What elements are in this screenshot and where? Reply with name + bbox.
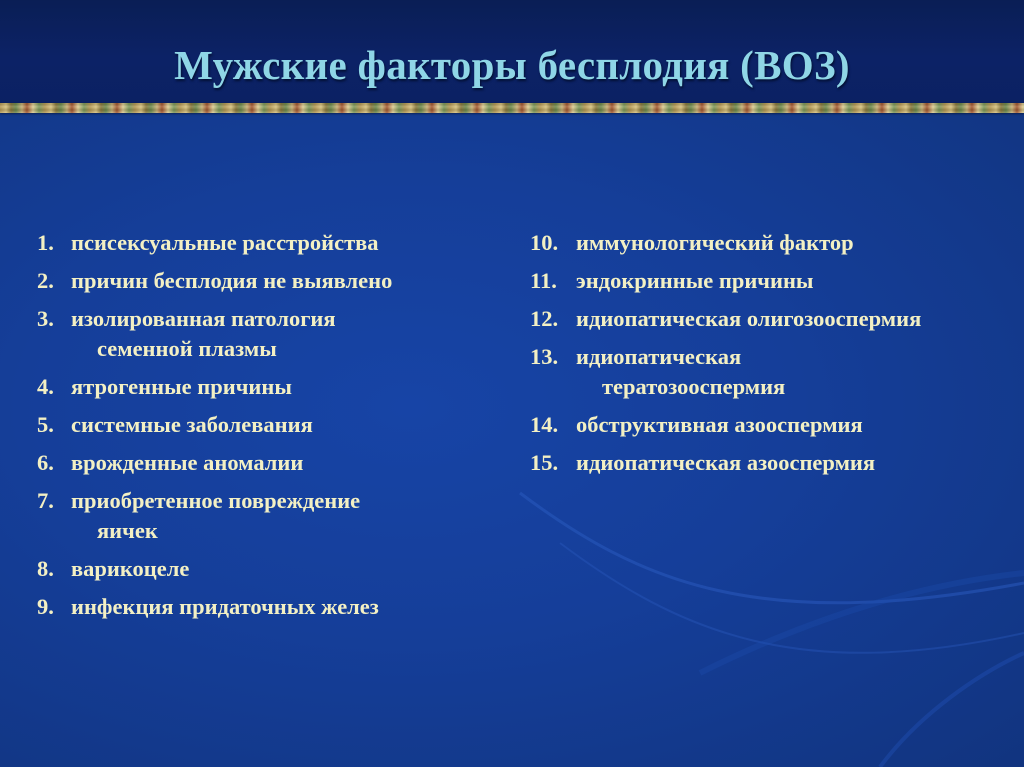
list-item (37, 410, 507, 440)
slide-title: Мужские факторы бесплодия (ВОЗ) (174, 42, 850, 88)
item-number: 13. (530, 344, 559, 369)
factor-list-left (37, 228, 507, 630)
item-text: ятрогенные причины (71, 374, 292, 399)
item-text-group (71, 486, 360, 546)
item-text: идиопатическая олигозооспермия (576, 306, 922, 331)
item-text: системные заболевания (71, 412, 313, 437)
item-number: 15. (530, 450, 559, 475)
list-item (37, 486, 507, 546)
item-text-continuation: семенной плазмы (97, 336, 277, 361)
item-text: причин бесплодия не выявлено (71, 268, 393, 293)
item-number: 6. (37, 450, 54, 475)
item-number: 7. (37, 488, 54, 513)
item-text: варикоцеле (71, 556, 190, 581)
item-text-continuation: тератозооспермия (602, 374, 786, 399)
item-text: обструктивная азооспермия (576, 412, 863, 437)
item-text: иммунологический фактор (576, 230, 854, 255)
list-item (37, 592, 507, 622)
item-number: 8. (37, 556, 54, 581)
list-item (37, 266, 507, 296)
item-text: врожденные аномалии (71, 450, 304, 475)
item-number: 11. (530, 268, 557, 293)
item-text: инфекция придаточных желез (71, 594, 379, 619)
item-number: 10. (530, 230, 559, 255)
list-item (530, 266, 1020, 296)
list-item (37, 448, 507, 478)
item-number: 3. (37, 306, 54, 331)
list-item (530, 410, 1020, 440)
list-item (37, 372, 507, 402)
item-number: 5. (37, 412, 54, 437)
list-item (530, 228, 1020, 258)
item-text: идиопатическая азооспермия (576, 450, 876, 475)
item-number: 1. (37, 230, 54, 255)
slide-header (0, 0, 1024, 104)
item-number: 12. (530, 306, 559, 331)
item-text: эндокринные причины (576, 268, 814, 293)
item-text-continuation: яичек (97, 518, 158, 543)
list-item (37, 554, 507, 584)
item-text: псисексуальные расстройства (71, 230, 379, 255)
item-number: 4. (37, 374, 54, 399)
item-text: изолированная патология (71, 306, 336, 331)
item-text-group (71, 304, 336, 364)
list-item (37, 228, 507, 258)
list-item (530, 448, 1020, 478)
decorative-strip (0, 103, 1024, 113)
item-text-group (576, 342, 785, 402)
item-number: 2. (37, 268, 54, 293)
list-item (37, 304, 507, 364)
item-number: 14. (530, 412, 559, 437)
item-text: приобретенное повреждение (71, 488, 361, 513)
list-item (530, 342, 1020, 402)
item-number: 9. (37, 594, 54, 619)
factor-list-right (530, 228, 1020, 486)
item-text: идиопатическая (576, 344, 742, 369)
list-item (530, 304, 1020, 334)
